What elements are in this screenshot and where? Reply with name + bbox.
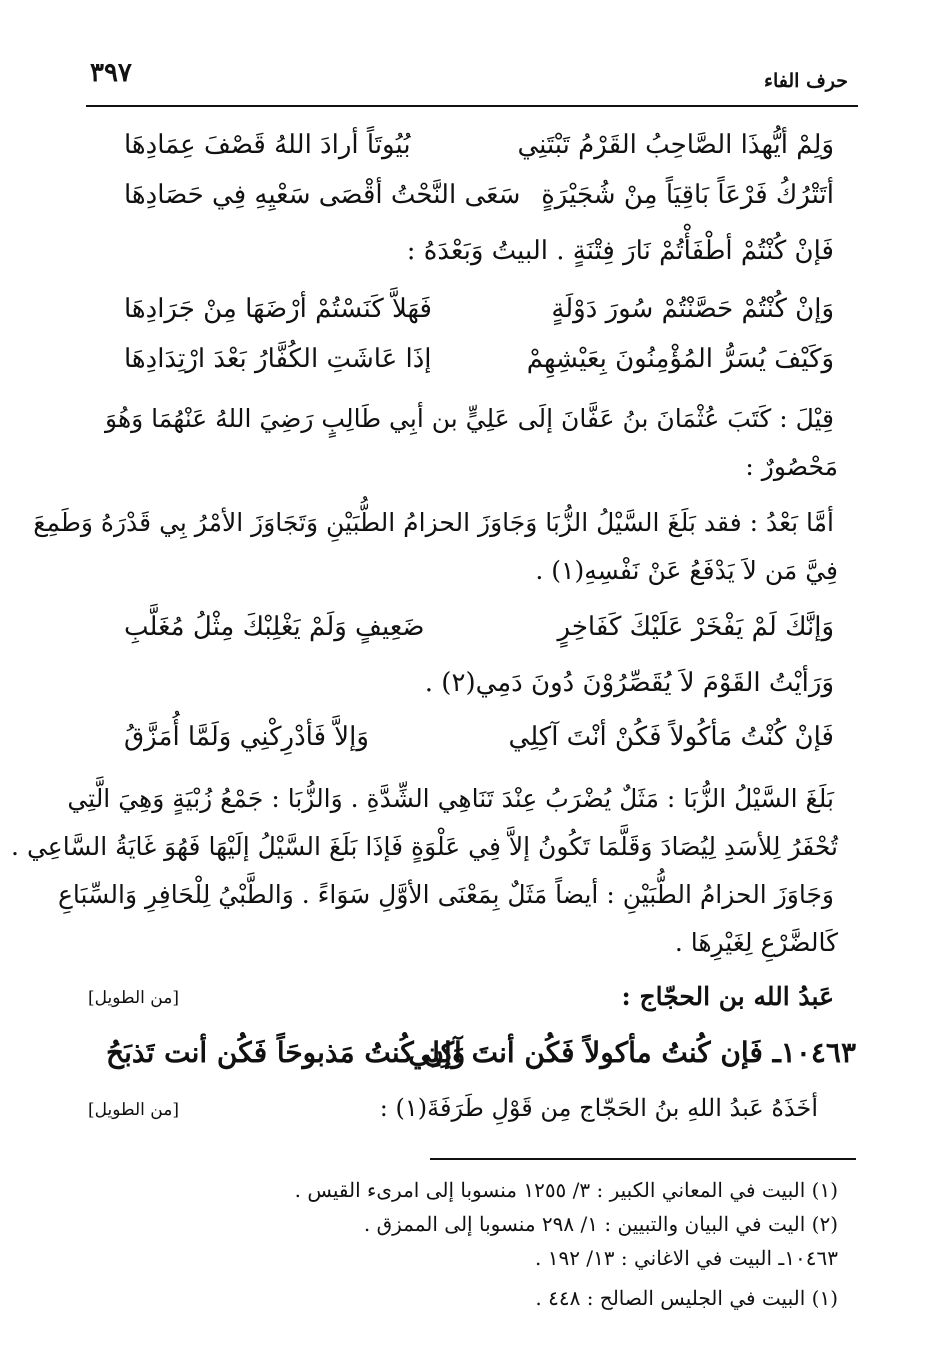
footnote-rule [430,1158,856,1160]
verse-line: وَرَأيْتُ القَوْمَ لاَ يُقَصِّرُوْنَ دُونَ دَمِي(٢) . [424,668,834,698]
footnote: (١) البيت في الجليس الصالح : ٤٤٨ . [535,1286,838,1310]
verse-hemistich-left: إذَا عَاشَتِ الكُفَّارُ بَعْدَ ارْتِدَادِهَا [124,344,432,374]
prose-line: فِيَّ مَن لاَ يَدْفَعُ عَنْ نَفْسِهِ(١) . [535,556,838,585]
verse-hemistich-left: فَهَلاَّ كَنَسْتُمْ أرْضَهَا مِنْ جَرَادِهَا [124,294,432,324]
verse-hemistich-left: ضَعِيفٍ وَلَمْ يَغْلِبْكَ مِثْلُ مُغَلَّبِ [124,612,425,642]
verse-hemistich-left: بُيُوتَاً أرادَ اللهُ قَصْفَ عِمَادِهَا [124,130,411,160]
header-rule [86,105,858,107]
verse-hemistich-left: وَإلاَّ فَأدْرِكْنِي وَلَمَّا أُمَزَّقُ [124,722,369,752]
verse-hemistich-right: وَإنَّكَ لَمْ يَفْخَرْ عَلَيْكَ كَفَاخِرٍ [557,612,834,642]
verse-hemistich-right: وَلِمْ أيُّهذَا الصَّاحِبُ القَرْمُ تَبْتَنِي [517,130,834,160]
meter-tag: [من الطويل] [88,988,179,1008]
entry-note: أخَذَهُ عَبدُ اللهِ بنُ الحَجّاج مِن قَوْلِ طَرَفَةَ(١) : [379,1094,818,1122]
prose-line: أمَّا بَعْدُ : فقد بَلَغَ السَّيْلُ الزُّبَا وَجَاوَزَ الحزامُ الطُّبَيْنِ وَتَجَاوَزَ الأمْرُ بِي قَدْرَهُ وَطَمِعَ [33,508,834,537]
prose-line: فَإنْ كُنْتُمْ أطْفَأْتُمْ نَارَ فِتْنَةٍ . البيتُ وَبَعْدَهُ : [406,236,834,266]
page-number: ٣٩٧ [90,58,132,88]
prose-line: وَجَاوَزَ الحزامُ الطُّبَيْنِ : أيضاً مَثَلٌ بِمَعْنَى الأوَّلِ سَوَاءً . وَالطَّبْيُ لِلْحَافِرِ وَالسِّبَاعِ [58,880,834,909]
running-header-title: حرف الفاء [764,70,848,92]
footnote: (٢) اليت في البيان والتبيين : ١/ ٢٩٨ منسوبا إلى الممزق . [363,1212,838,1236]
verse-hemistich-right: وَإنْ كُنْتُمْ حَصَّنْتُمْ سُورَ دَوْلَةٍ [551,294,834,324]
prose-line: تُحْفَرُ لِلأسَدِ لِيُصَادَ وَقَلَّمَا تَكُونُ إلاَّ فِي عَلْوَةٍ فَإذَا بَلَغَ السَّيْلُ إلَيْهَا فَهُوَ غَايَةُ السَّاعِي . [11,832,838,861]
footnote: ١٠٤٦٣ـ البيت في الاغاني : ١٣/ ١٩٢ . [535,1246,838,1270]
poet-name: عَبدُ الله بن الحجّاج : [621,982,834,1011]
entry-number-line: ١٠٤٦٣ـ فَإن كُنتُ مأكولاً فَكُن أنتَ آكِلِي [408,1036,856,1069]
verse-hemistich-right: أتَتْرُكُ فَرْعَاً بَاقِيَاً مِنْ شُجَيْرَةٍ [541,180,834,210]
prose-line: بَلَغَ السَّيْلُ الزُّبَا : مَثَلٌ يُضْرَبُ عِنْدَ تَنَاهِي الشِّدَّةِ . وَالزُّبَا : جَمْعُ زُبْيَةٍ وَهِيَ الَّتِي [67,784,834,813]
prose-line: كَالضَّرْعِ لِغَيْرِهَا . [674,928,838,957]
prose-line: قِيْلَ : كَتَبَ عُثْمَانَ بنُ عَفَّانَ إلَى عَلِيٍّ بن أبِي طَالِبٍ رَضِيَ اللهُ عَنْهُمَا وَهُوَ [105,404,834,433]
verse-hemistich-right: فَإنْ كُنْتُ مَأكُولاً فَكُنْ أنْتَ آكِلِي [508,722,834,752]
verse-hemistich-left: سَعَى النَّحْتُ أقْصَى سَعْيِهِ فِي حَصَادِهَا [124,180,521,210]
meter-tag: [من الطويل] [88,1100,179,1120]
verse-hemistich-right: وَكَيْفَ يُسَرُّ المُؤْمِنُونَ بِعَيْشِهِمْ [526,344,834,374]
entry-left-hemistich: وَإن كُنتُ مَذبوحَاً فَكُن أنت تَذبَحُ [106,1036,466,1069]
footnote: (١) البيت في المعاني الكبير : ٣/ ١٢٥٥ منسوبا إلى امرىء القيس . [294,1178,838,1202]
prose-line: مَحْصُورٌ : [745,452,838,481]
